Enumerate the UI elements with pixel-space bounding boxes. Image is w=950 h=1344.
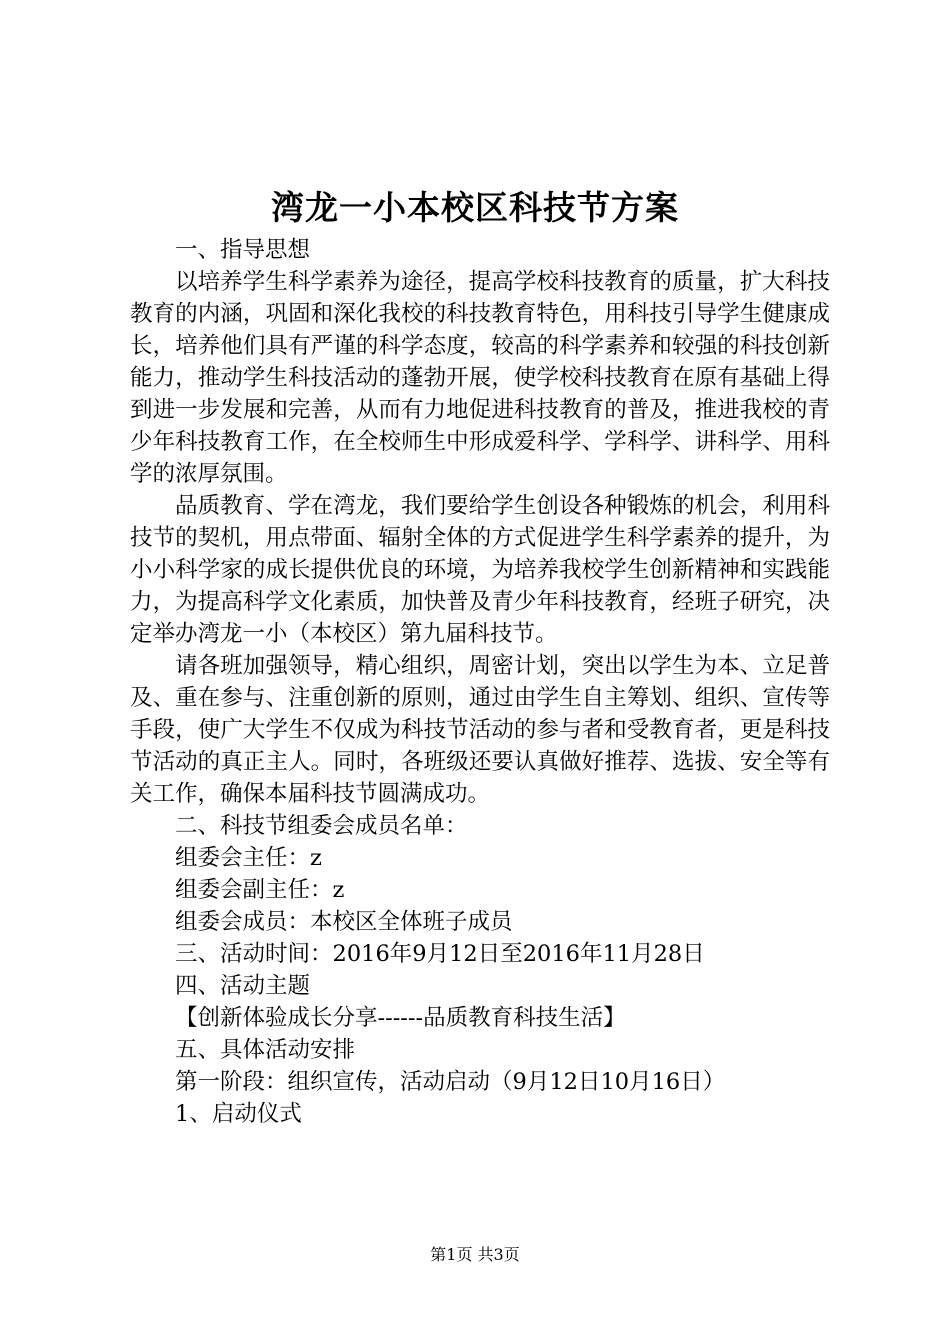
section-heading-theme: 四、活动主题 [175,973,311,999]
paragraph-class-requirements: 请各班加强领导，精心组织，周密计划，突出以学生为本、立足普及、重在参与、注重创新的原则，通过由学生自主筹划、组织、宣传等手段，使广大学生不仅成为科技节活动的参与者和受教育者，更是科技节活动的真正主人。同时，各班级还要认真做好推荐、选拔、安全等有关工作，确保本届科技节圆满成功。 [130,653,830,807]
committee-members: 组委会成员：本校区全体班子成员 [175,909,513,935]
committee-deputy-director: 组委会副主任：z [175,877,345,903]
section-heading-activity-time: 三、活动时间：2016年9月12日至2016年11月28日 [175,941,705,967]
section-heading-guiding-ideology: 一、指导思想 [175,237,311,263]
committee-director: 组委会主任：z [175,845,322,871]
launch-ceremony: 1、启动仪式 [175,1101,302,1127]
section-heading-arrangements: 五、具体活动安排 [175,1037,356,1063]
document-body [130,234,830,1130]
paragraph-quality-education: 品质教育、学在湾龙，我们要给学生创设各种锻炼的机会，利用科技节的契机，用点带面、辐射全体的方式促进学生科学素养的提升，为小小科学家的成长提供优良的环境，为培养我校学生创新精神和实践能力，为提高科学文化素质，加快普及青少年科技教育，经班子研究，决定举办湾龙一小（本校区）第九届科技节。 [130,493,830,647]
stage-one: 第一阶段：组织宣传，活动启动（9月12日10月16日） [175,1069,726,1095]
document-title: 湾龙一小本校区科技节方案 [271,188,679,227]
page-footer: 第1页 共3页 [430,1245,520,1264]
activity-theme: 【创新体验成长分享------品质教育科技生活】 [175,1005,626,1031]
section-heading-committee: 二、科技节组委会成员名单： [175,813,468,839]
paragraph-guiding-ideology: 以培养学生科学素养为途径，提高学校科技教育的质量，扩大科技教育的内涵，巩固和深化我校的科技教育特色，用科技引导学生健康成长，培养他们具有严谨的科学态度，较高的科学素养和较强的科技创新能力，推动学生科技活动的蓬勃开展，使学校科技教育在原有基础上得到进一步发展和完善，从而有力地促进科技教育的普及，推进我校的青少年科技教育工作，在全校师生中形成爱科学、学科学、讲科学、用科学的浓厚氛围。 [130,269,830,487]
